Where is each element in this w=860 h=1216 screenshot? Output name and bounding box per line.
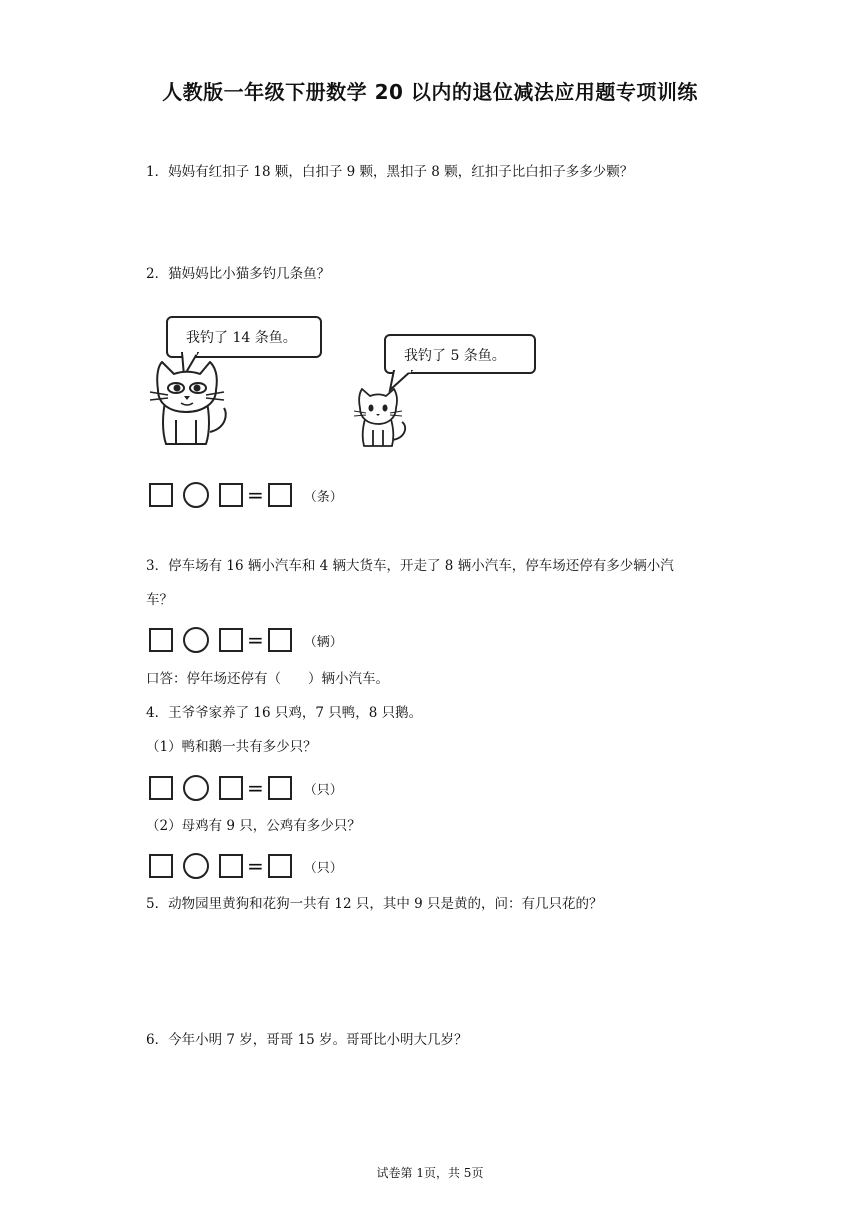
answer-box[interactable] <box>149 776 173 800</box>
operator-circle[interactable] <box>183 482 209 508</box>
answer-box[interactable] <box>149 483 173 507</box>
equation-q4-part-2 <box>149 851 343 881</box>
question-5: 5．动物园里黄狗和花狗一共有 12 只，其中 9 只是黄的，问：有几只花的？ <box>146 896 603 912</box>
page-title: 人教版一年级下册数学 20 以内的退位减法应用题专项训练 <box>162 80 698 104</box>
operator-circle[interactable] <box>183 853 209 879</box>
result-box[interactable] <box>268 854 292 878</box>
unit-label: （辆） <box>303 634 343 650</box>
unit-label: （只） <box>303 860 343 876</box>
question-4: 4．王爷爷家养了 16 只鸡，7 只鸭，8 只鹅。 <box>146 705 423 721</box>
question-1: 1．妈妈有红扣子 18 颗，白扣子 9 颗，黑扣子 8 颗，红扣子比白扣子多多少颗？ <box>146 164 634 180</box>
bubble-text-mother-cat: 我钓了 14 条鱼。 <box>166 316 322 358</box>
unit-label: （条） <box>303 489 343 505</box>
question-2: 2．猫妈妈比小猫多钓几条鱼？ <box>146 266 331 282</box>
question-3-answer: 口答：停年场还停有（ ）辆小汽车。 <box>146 671 389 687</box>
answer-box[interactable] <box>219 854 243 878</box>
equals-sign: = <box>247 628 264 652</box>
question-3-line-1: 3．停车场有 16 辆小汽车和 4 辆大货车，开走了 8 辆小汽车，停车场还停有多少辆小汽 <box>146 558 674 574</box>
result-box[interactable] <box>268 483 292 507</box>
mother-cat-icon <box>148 358 238 450</box>
equation-q3 <box>149 625 343 655</box>
kitten-icon <box>352 386 412 450</box>
operator-circle[interactable] <box>183 775 209 801</box>
result-box[interactable] <box>268 628 292 652</box>
unit-label: （只） <box>303 782 343 798</box>
equals-sign: = <box>247 483 264 507</box>
answer-box[interactable] <box>219 776 243 800</box>
equals-sign: = <box>247 776 264 800</box>
bubble-text-kitten: 我钓了 5 条鱼。 <box>384 334 536 374</box>
answer-box[interactable] <box>219 628 243 652</box>
answer-box[interactable] <box>219 483 243 507</box>
question-3-line-2: 车？ <box>146 592 173 608</box>
equation-q4-part-1 <box>149 773 343 803</box>
page-footer: 试卷第 1页，共 5页 <box>376 1166 484 1180</box>
question-6: 6．今年小明 7 岁，哥哥 15 岁。哥哥比小明大几岁？ <box>146 1032 468 1048</box>
equals-sign: = <box>247 854 264 878</box>
answer-box[interactable] <box>149 628 173 652</box>
result-box[interactable] <box>268 776 292 800</box>
speech-bubble-kitten <box>384 334 536 374</box>
question-4-part-2: （2）母鸡有 9 只，公鸡有多少只？ <box>146 818 361 834</box>
operator-circle[interactable] <box>183 627 209 653</box>
answer-box[interactable] <box>149 854 173 878</box>
equation-q2 <box>149 480 343 510</box>
question-4-part-1: （1）鸭和鹅一共有多少只？ <box>146 739 317 755</box>
